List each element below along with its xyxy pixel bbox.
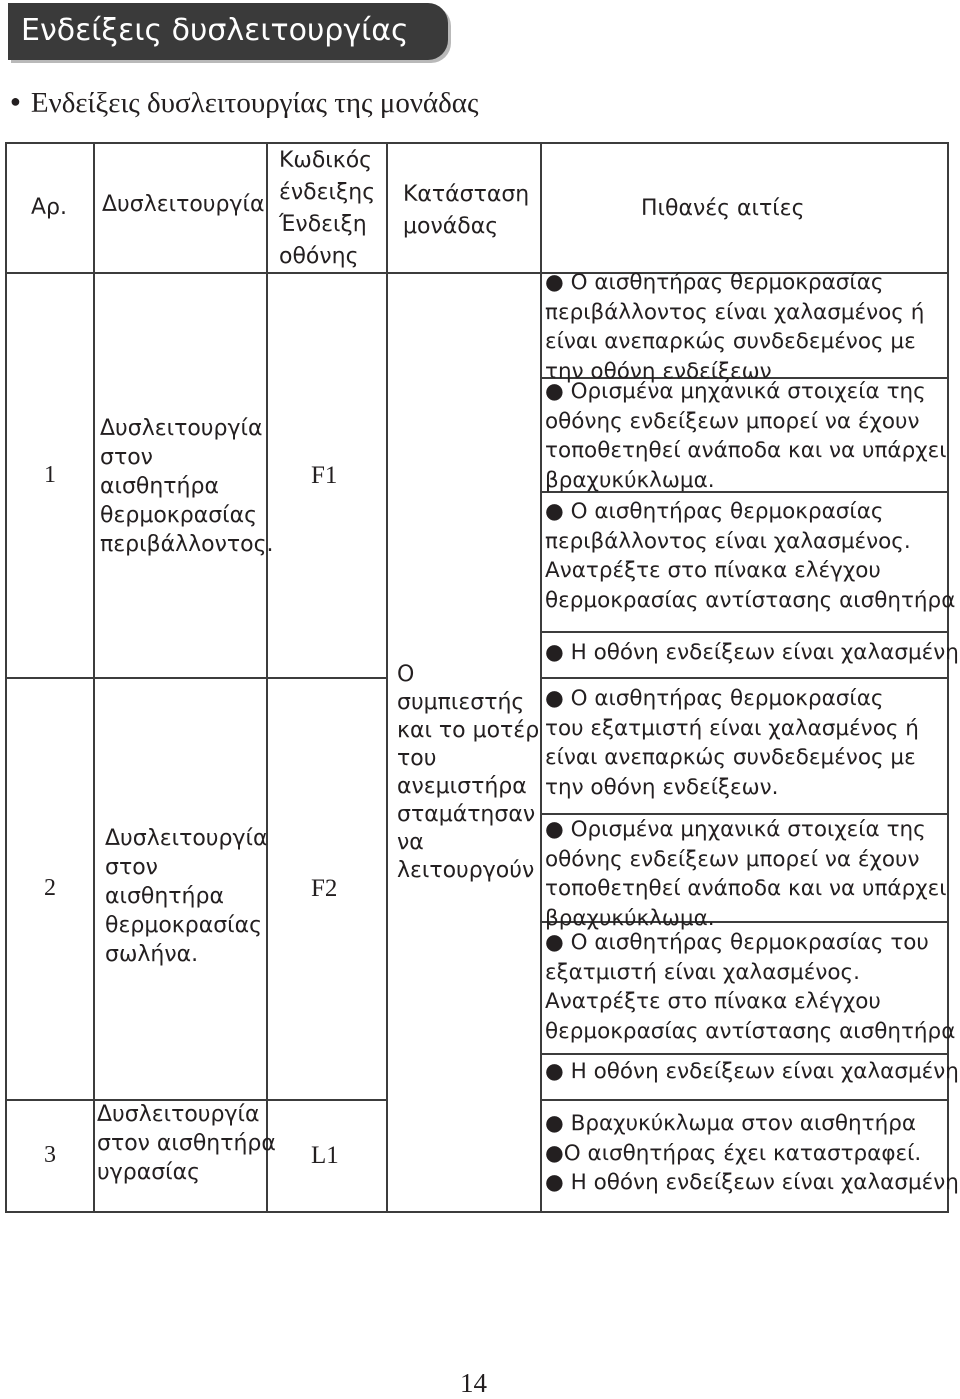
section-title-text: Ενδείξεις δυσλειτουργίας της μονάδας <box>30 87 479 119</box>
row-2-cause-4: ● Η οθόνη ενδείξεων είναι χαλασμένη <box>545 1059 959 1084</box>
header-number: Αρ. <box>31 195 68 220</box>
row-1-cause-1: ● Ο αισθητήρας θερμοκρασίας περιβάλλοντος είναι χαλασμένος ή είναι ανεπαρκώς συνδεδεμένος με την οθόνη ενδείξεων <box>545 270 925 384</box>
table-border-top <box>5 142 949 144</box>
row-2-code: F2 <box>311 875 338 902</box>
page-number: 14 <box>460 1368 487 1398</box>
row-3-code: L1 <box>311 1142 339 1169</box>
row-3-causes: ● Βραχυκύκλωμα στον αισθητήρα ●Ο αισθητήρας έχει καταστραφεί. ● Η οθόνη ενδείξεων είναι χαλασμένη <box>545 1111 959 1195</box>
row-divider <box>5 677 388 679</box>
row-2-malfunction: Δυσλειτουργία στον αισθητήρα θερμοκρασίας σωλήνα. <box>105 826 268 967</box>
cause-divider <box>540 677 949 679</box>
header-code: Κωδικός ένδειξης Ένδειξη οθόνης <box>279 148 376 269</box>
row-2-cause-1: ● Ο αισθητήρας θερμοκρασίας του εξατμιστή είναι χαλασμένος ή είναι ανεπαρκώς συνδεδεμένος με την οθόνη ενδείξεων. <box>545 686 919 800</box>
cause-divider <box>540 1099 949 1101</box>
row-2-cause-2: ● Ορισμένα μηχανικά στοιχεία της οθόνης ενδείξεων μπορεί να έχουν τοποθετηθεί ανάποδα και να υπάρχει βραχυκύκλωμα. <box>545 817 947 931</box>
header-banner <box>8 3 448 60</box>
row-1-cause-4: ● Η οθόνη ενδείξεων είναι χαλασμένη <box>545 640 959 665</box>
row-3-malfunction: Δυσλειτουργία στον αισθητήρα υγρασίας <box>97 1102 276 1185</box>
header-malfunction: Δυσλειτουργία <box>102 192 265 217</box>
table-border-bottom <box>5 1211 949 1213</box>
row-1-code: F1 <box>311 462 338 489</box>
row-1-cause-3: ● Ο αισθητήρας θερμοκρασίας περιβάλλοντος είναι χαλασμένος. Ανατρέξτε στο πίνακα ελέγχου θερμοκρασίας αντίστασης αισθητήρα <box>545 499 956 613</box>
row-2-cause-3: ● Ο αισθητήρας θερμοκρασίας του εξατμιστή είναι χαλασμένος. Ανατρέξτε στο πίνακα ελέγχου θερμοκρασίας αντίστασης αισθητήρα <box>545 930 956 1044</box>
header-title: Ενδείξεις δυσλειτουργίας <box>21 13 409 48</box>
row-2-number: 2 <box>44 875 56 901</box>
row-1-cause-2: ● Ορισμένα μηχανικά στοιχεία της οθόνης ενδείξεων μπορεί να έχουν τοποθετηθεί ανάποδα και να υπάρχει βραχυκύκλωμα. <box>545 379 947 493</box>
header-causes: Πιθανές αιτίες <box>641 196 805 221</box>
cause-divider <box>540 631 949 633</box>
header-status: Κατάσταση μονάδας <box>403 182 530 239</box>
row-1-malfunction: Δυσλειτουργία στον αισθητήρα θερμοκρασίας περιβάλλοντος. <box>100 416 274 557</box>
bullet-icon: ● <box>10 91 21 111</box>
cause-divider <box>540 1053 949 1055</box>
section-title <box>10 87 478 120</box>
row-1-number: 1 <box>44 462 56 488</box>
status-merged: Ο συμπιεστής και το μοτέρ του ανεμιστήρα σταμάτησαν να λειτουργούν <box>397 662 540 883</box>
row-3-number: 3 <box>44 1142 56 1168</box>
